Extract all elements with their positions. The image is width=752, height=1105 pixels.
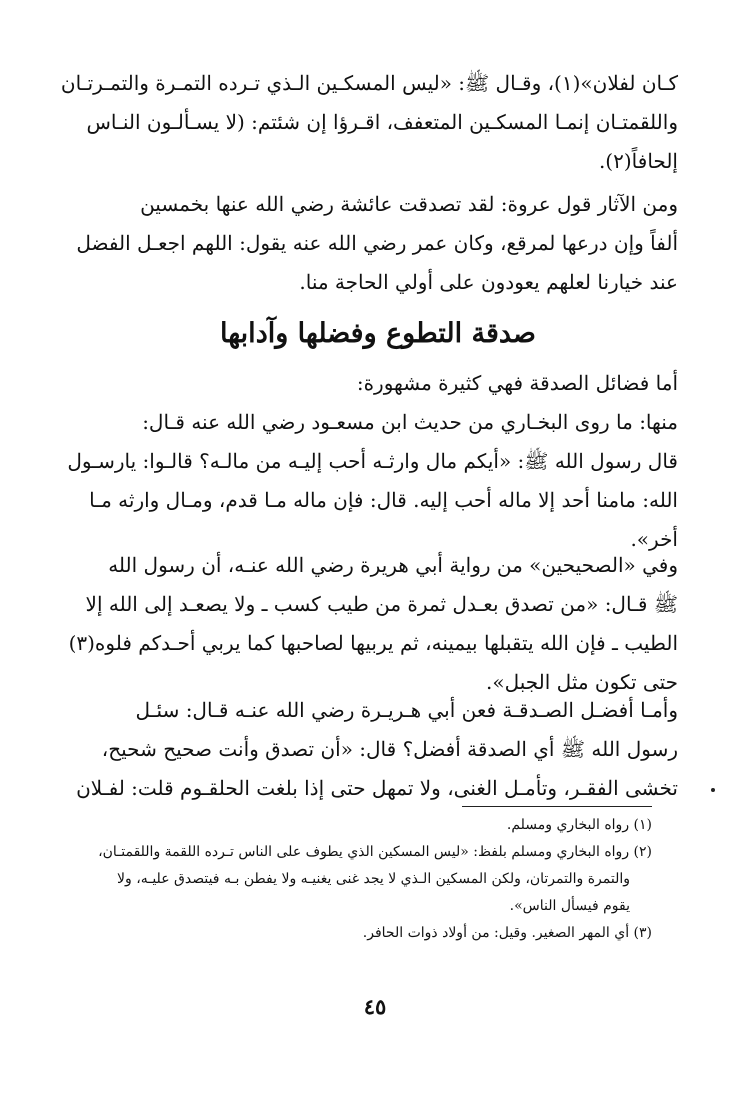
text-line: ﷺ قـال: «من تصدق بعـدل ثمرة من طيب كسب ـ ولا يصعـد إلى الله إلا (85, 592, 678, 616)
text-line: ومن الآثار قول عروة: لقد تصدقت عائشة رضي الله عنها بخمسين (140, 192, 678, 216)
text-line: حتى تكون مثل الجبل». (485, 670, 678, 694)
text-line: أخر». (630, 527, 678, 551)
footnote-2-continued: والتمرة والتمرتان، ولكن المسكين الـذي لا يجد غنى يغنيـه ولا يفطن بـه فيتصدق عليـه، ولا (117, 871, 630, 887)
text-line: منها: ما روى البخـاري من حديث ابن مسعـود رضي الله عنه قـال: (142, 410, 678, 434)
footnote-1: (١) رواه البخاري ومسلم. (506, 817, 652, 833)
margin-dot (711, 788, 715, 792)
paragraph-best-charity (78, 691, 678, 808)
text-line: ألفاً وإن درعها لمرقع، وكان عمر رضي الله عنه يقول: اللهم اجعـل الفضل (76, 231, 678, 255)
paragraph-athar (78, 185, 678, 302)
text-line: كـان لفلان»(١)، وقـال ﷺ: «ليس المسكـين الـذي تـرده التمـرة والتمـرتـان (60, 71, 678, 95)
footnotes (98, 812, 652, 947)
page-number: ٤٥ (363, 994, 387, 1019)
text-line: رسول الله ﷺ أي الصدقة أفضل؟ قال: «أن تصدق وأنت صحيح شحيح، (101, 737, 678, 761)
text-line: الطيب ـ فإن الله يتقبلها بيمينه، ثم يربيها لصاحبها كما يربي أحـدكم فلوه(٣) (68, 631, 678, 655)
text-line: قال رسول الله ﷺ: «أيكم مال وارثـه أحب إليـه من مالـه؟ قالـوا: يارسـول (67, 449, 678, 473)
paragraph-sahihayn (68, 546, 678, 702)
footnote-2: (٢) رواه البخاري ومسلم بلفظ: «ليس المسكين الذي يطوف على الناس تـرده اللقمة واللقمتـان، (98, 844, 652, 860)
paragraph-virtues (67, 364, 678, 559)
text-line: عند خيارنا لعلهم يعودون على أولي الحاجة منا. (299, 270, 678, 294)
footnote-2-continued: يقوم فيسأل الناس». (509, 898, 630, 914)
paragraph-hadith-miskeen (60, 64, 678, 181)
text-line: أما فضائل الصدقة فهي كثيرة مشهورة: (356, 371, 678, 395)
section-heading: صدقة التطوع وفضلها وآدابها (220, 318, 536, 349)
text-line: تخشى الفقـر، وتأمـل الغنى، ولا تمهل حتى إذا بلغت الحلقـوم قلت: لفـلان (76, 776, 678, 800)
text-line: وفي «الصحيحين» من رواية أبي هريرة رضي الله عنـه، أن رسول الله (108, 553, 678, 577)
footnote-3: (٣) أي المهر الصغير. وقيل: من أولاد ذوات الحافر. (362, 925, 652, 941)
footnote-separator (462, 806, 652, 807)
text-line: إلحافاً(٢). (598, 149, 678, 173)
text-line: الله: مامنا أحد إلا ماله أحب إليه. قال: فإن ماله مـا قدم، ومـال وارثه مـا (89, 488, 678, 512)
text-line: واللقمتـان إنمـا المسكـين المتعفف، اقـرؤا إن شئتم: (لا يسـألـون النـاس (86, 110, 678, 134)
text-line: وأمـا أفضـل الصـدقـة فعن أبي هـريـرة رضي الله عنـه قـال: سئـل (135, 698, 678, 722)
